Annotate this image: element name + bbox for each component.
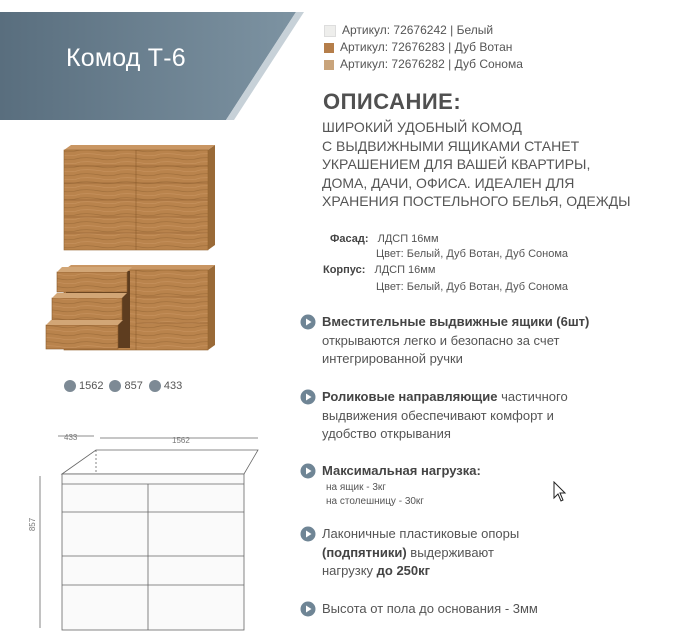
spec-body-color: Цвет: Белый, Дуб Вотан, Дуб Сонома bbox=[376, 281, 569, 293]
technical-drawing bbox=[0, 430, 290, 642]
sku-text: Артикул: 72676242 | Белый bbox=[342, 23, 494, 37]
drawing-height-label: 857 bbox=[28, 517, 38, 532]
play-circle-icon bbox=[300, 526, 316, 542]
sku-text: Артикул: 72676282 | Дуб Сонома bbox=[340, 57, 523, 71]
feature-floor-height-text: Высота от пола до основания - 3мм bbox=[322, 601, 538, 616]
feature-max-load bbox=[300, 462, 670, 512]
feature-drawers-title: Вместительные выдвижные ящики (6шт) bbox=[322, 314, 590, 329]
sku-oak-votan bbox=[324, 39, 523, 56]
dimensions-row bbox=[64, 380, 188, 392]
play-circle-icon bbox=[300, 463, 316, 479]
feature-max-load-title: Максимальная нагрузка: bbox=[322, 463, 481, 478]
feature-rollers bbox=[300, 388, 670, 448]
product-images bbox=[0, 140, 300, 365]
width-icon bbox=[64, 380, 76, 392]
description-heading: ОПИСАНИЕ: bbox=[323, 89, 462, 114]
height-icon bbox=[109, 380, 121, 392]
description-line: С ВЫДВИЖНЫМИ ЯЩИКАМИ СТАНЕТ bbox=[322, 137, 580, 154]
spec-facade-material: ЛДСП 16мм bbox=[377, 233, 439, 245]
sku-white bbox=[324, 22, 523, 39]
swatch-white bbox=[324, 25, 336, 37]
feature-load-drawer: на ящик - 3кг bbox=[326, 481, 386, 493]
description-body bbox=[322, 118, 662, 211]
swatch-oak-sonoma bbox=[324, 60, 334, 70]
feature-floor-height bbox=[300, 600, 670, 622]
dresser-open-image bbox=[46, 265, 215, 350]
sku-list bbox=[324, 22, 523, 73]
feature-rollers-text: удобство открывания bbox=[322, 426, 451, 441]
drawing-depth-label: 433 bbox=[64, 433, 78, 442]
feature-load-top: на столешницу - 30кг bbox=[326, 495, 424, 507]
feature-supports-text: выдерживают bbox=[406, 544, 494, 560]
description-line: ШИРОКИЙ УДОБНЫЙ КОМОД bbox=[322, 119, 522, 135]
swatch-oak-votan bbox=[324, 43, 334, 53]
dresser-closed-image bbox=[64, 145, 215, 250]
spec-body-material: ЛДСП 16мм bbox=[374, 264, 436, 276]
spec-body-label: Корпус: bbox=[323, 264, 366, 276]
feature-supports bbox=[300, 525, 670, 585]
description-line: ХРАНЕНИЯ ПОСТЕЛЬНОГО БЕЛЬЯ, ОДЕЖДЫ bbox=[322, 193, 631, 209]
spec-facade-color: Цвет: Белый, Дуб Вотан, Дуб Сонома bbox=[376, 248, 569, 260]
feature-rollers-title: Роликовые направляющие bbox=[322, 389, 498, 404]
spec-body bbox=[323, 264, 435, 276]
mouse-cursor-icon bbox=[553, 481, 567, 503]
dimension-width: 1562 bbox=[79, 380, 104, 392]
drawing-width-label: 1562 bbox=[172, 436, 190, 445]
sku-oak-sonoma bbox=[324, 56, 523, 73]
dimension-height: 857 bbox=[124, 380, 143, 392]
feature-drawers bbox=[300, 313, 670, 373]
play-circle-icon bbox=[300, 601, 316, 617]
play-circle-icon bbox=[300, 314, 316, 330]
description-line: УКРАШЕНИЕМ ДЛЯ ВАШЕЙ КВАРТИРЫ, bbox=[322, 156, 591, 172]
description-line: ДОМА, ДАЧИ, ОФИСА. ИДЕАЛЕН ДЛЯ bbox=[322, 174, 575, 191]
spec-facade-label: Фасад: bbox=[330, 233, 369, 245]
feature-supports-bold: (подпятники) bbox=[322, 544, 407, 560]
feature-supports-load: до 250кг bbox=[376, 563, 431, 578]
page-title: Комод Т-6 bbox=[66, 44, 186, 72]
dimension-depth: 433 bbox=[163, 380, 183, 392]
feature-supports-text: нагрузку bbox=[322, 563, 377, 578]
feature-drawers-text: открываются легко и безопасно за счет bbox=[322, 332, 560, 348]
feature-rollers-text: частичного bbox=[497, 389, 568, 404]
feature-rollers-text: выдвижения обеспечивают комфорт и bbox=[322, 407, 554, 423]
spec-facade bbox=[330, 233, 439, 245]
play-circle-icon bbox=[300, 389, 316, 405]
sku-text: Артикул: 72676283 | Дуб Вотан bbox=[340, 40, 513, 54]
feature-drawers-text: интегрированной ручки bbox=[322, 351, 463, 366]
feature-supports-text: Лаконичные пластиковые опоры bbox=[322, 526, 520, 541]
depth-icon bbox=[149, 380, 161, 392]
